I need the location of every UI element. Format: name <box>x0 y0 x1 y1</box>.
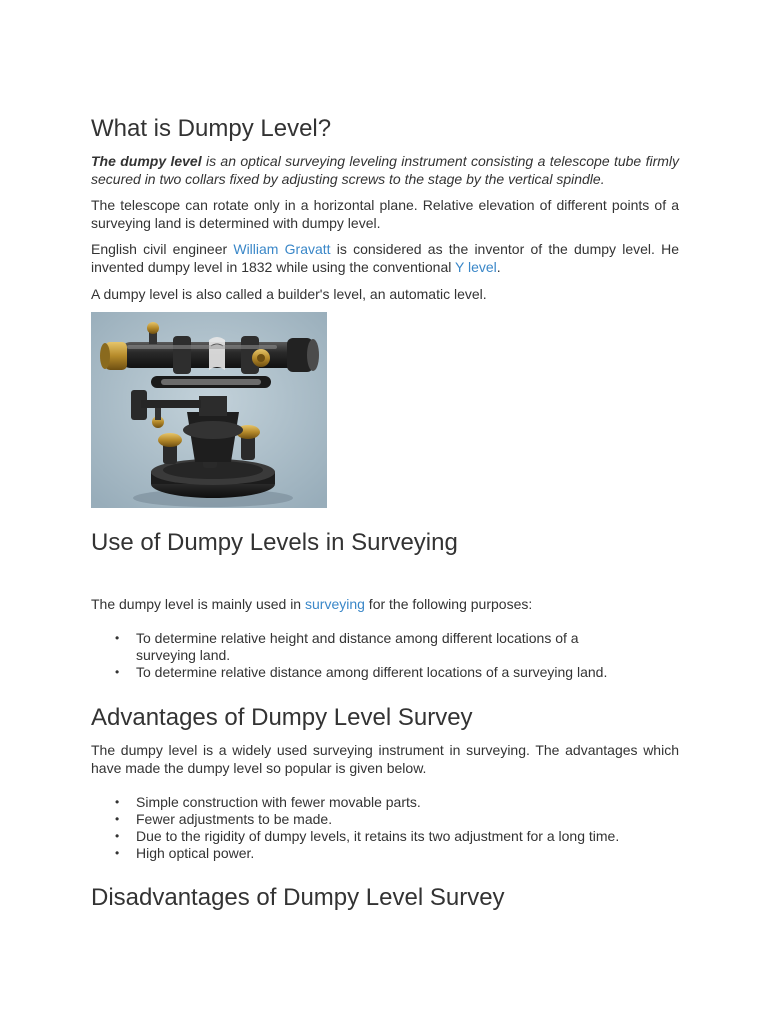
term-dumpy-level: The dumpy level <box>91 153 202 169</box>
bullet: • <box>115 812 120 826</box>
heading-use-of-dumpy-levels: Use of Dumpy Levels in Surveying <box>91 529 458 556</box>
heading-what-is-dumpy-level: What is Dumpy Level? <box>91 115 332 142</box>
heading-advantages: Advantages of Dumpy Level Survey <box>91 704 473 731</box>
bullet: • <box>115 829 120 843</box>
list-item: • To determine relative height and distance among different locations of a surveying land. <box>115 630 579 663</box>
list-item: • Simple construction with fewer movable parts. <box>115 794 421 810</box>
dumpy-level-illustration <box>91 312 327 508</box>
intro-paragraph-2: The telescope can rotate only in a horizontal plane. Relative elevation of different points of a surveying land is determined with dumpy level. <box>91 197 679 231</box>
heading-disadvantages: Disadvantages of Dumpy Level Survey <box>91 884 505 911</box>
bullet: • <box>115 846 120 860</box>
link-william-gravatt[interactable]: William Gravatt <box>233 241 331 257</box>
list-item: • To determine relative distance among different locations of a surveying land. <box>115 664 608 680</box>
use-intro-paragraph: The dumpy level is mainly used in surveying for the following purposes: <box>91 596 533 612</box>
list-item: • Fewer adjustments to be made. <box>115 811 333 827</box>
advantages-intro-paragraph: The dumpy level is a widely used surveying instrument in surveying. The advantages which have made the dumpy level so popular is given below. <box>91 742 679 776</box>
bullet: • <box>115 631 120 645</box>
use-list <box>91 630 679 681</box>
list-item: • Due to the rigidity of dumpy levels, it retains its two adjustment for a long time. <box>115 828 620 844</box>
link-y-level[interactable]: Y level <box>455 259 497 275</box>
intro-lead-text: is an optical surveying leveling instrument consisting a telescope tube firmly secured in two collars fixed by adjusting screws to the stage by the vertical spindle. <box>91 153 680 187</box>
dumpy-level-photo <box>91 312 327 508</box>
advantages-list <box>91 794 679 862</box>
link-surveying[interactable]: surveying <box>305 596 365 612</box>
list-item: • High optical power. <box>115 845 255 861</box>
bullet: • <box>115 795 120 809</box>
bullet: • <box>115 665 120 679</box>
intro-paragraph-1 <box>91 152 679 188</box>
intro-paragraph-3: English civil engineer William Gravatt is considered as the inventor of the dumpy level. He invented dumpy level in 1832 while using the conventional Y level. <box>91 241 680 275</box>
intro-paragraph-4: A dumpy level is also called a builder's level, an automatic level. <box>91 286 487 302</box>
